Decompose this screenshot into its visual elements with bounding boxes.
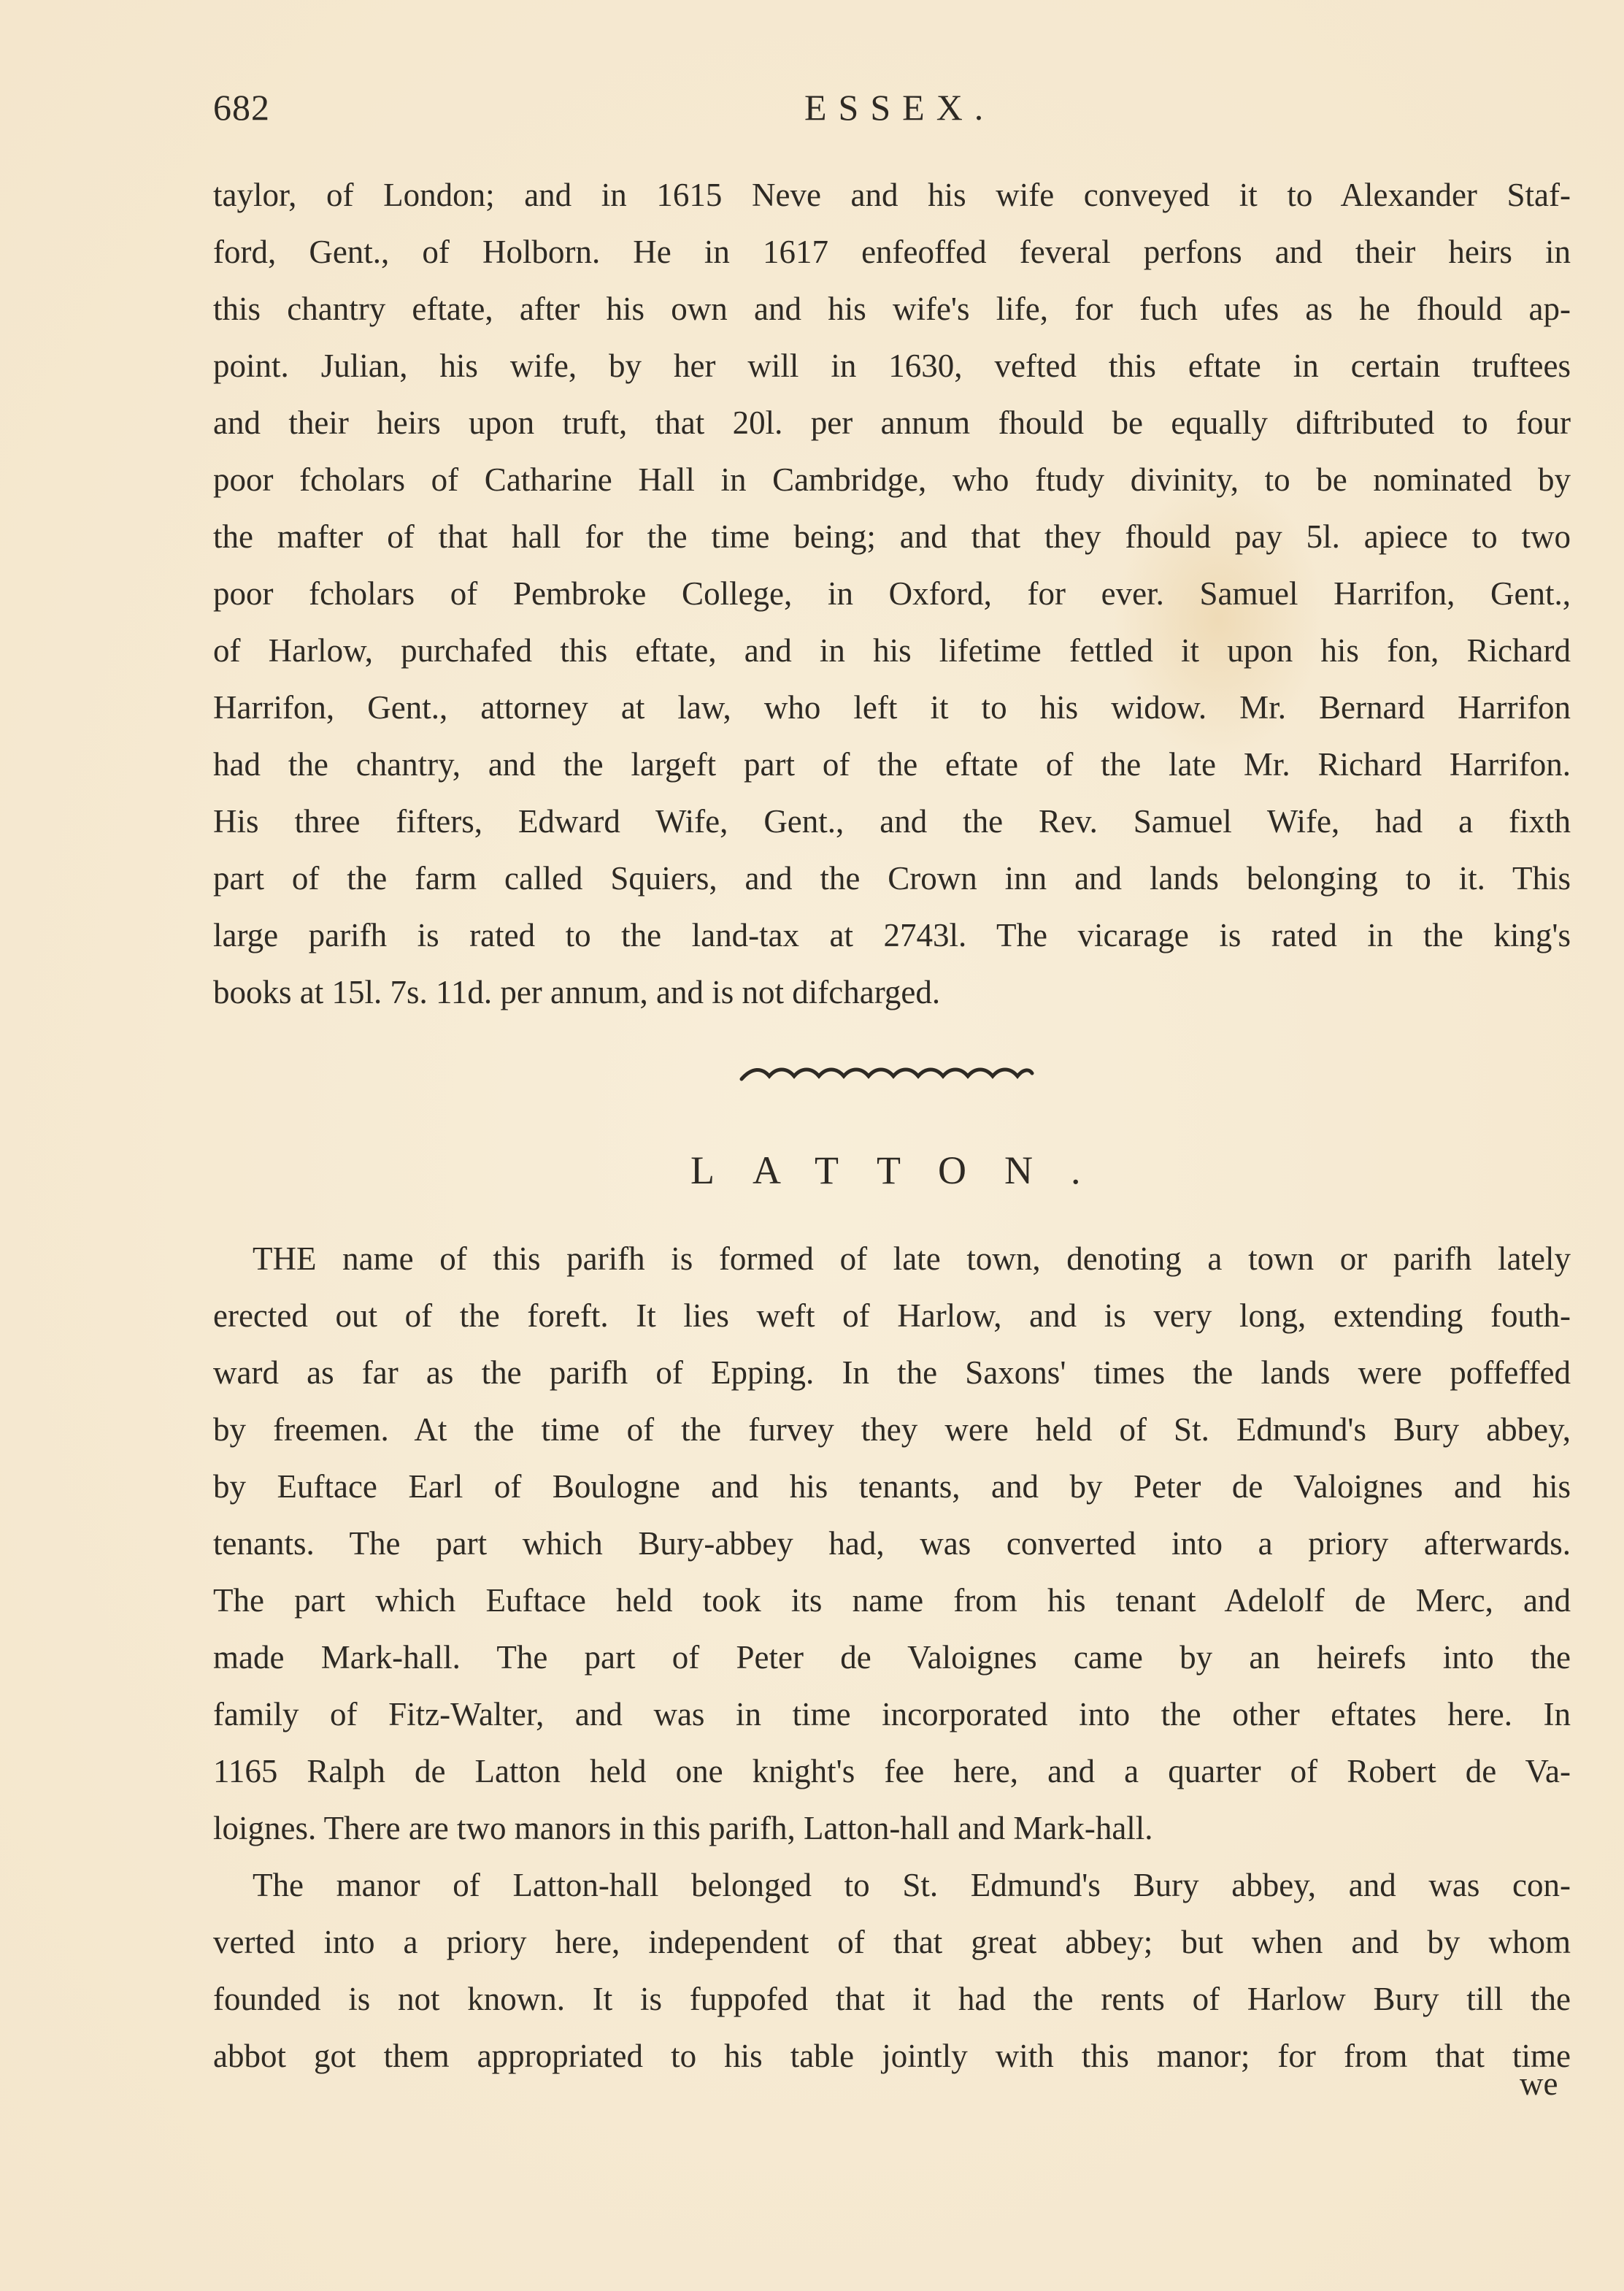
text-line: by freemen. At the time of the furvey they were held of St. Edmund's Bury abbey, xyxy=(213,1411,1571,1448)
text-line: had the chantry, and the largeft part of the eftate of the late Mr. Richard Harrifon. xyxy=(213,746,1571,783)
page-number: 682 xyxy=(213,87,270,128)
text-line: this chantry eftate, after his own and his wife's life, for fuch ufes as he fhould ap- xyxy=(213,291,1571,327)
text-line: verted into a priory here, independent of that great abbey; but when and by whom xyxy=(213,1924,1571,1960)
text-line: point. Julian, his wife, by her will in 1630, vefted this eftate in certain truftees xyxy=(213,348,1571,384)
running-title: ESSEX. xyxy=(804,87,996,128)
text-line: family of Fitz-Walter, and was in time incorporated into the other eftates here. In xyxy=(213,1696,1571,1732)
text-line: taylor, of London; and in 1615 Neve and his wife conveyed it to Alexander Staf- xyxy=(213,177,1571,213)
text-line: The part which Euftace held took its name from his tenant Adelolf de Merc, and xyxy=(213,1582,1571,1619)
catchword: we xyxy=(1520,2065,1558,2102)
section-title: LATTON. xyxy=(690,1148,1119,1192)
section-body xyxy=(213,1230,1571,2084)
text-line: ford, Gent., of Holborn. He in 1617 enfeoffed feveral perfons and their heirs in xyxy=(213,234,1571,270)
text-line: and their heirs upon truft, that 20l. per annum fhould be equally diftributed to four xyxy=(213,404,1571,441)
text-line: founded is not known. It is fuppofed that it had the rents of Harlow Bury till the xyxy=(213,1981,1571,2017)
paragraph-chantry-estate xyxy=(213,166,1571,1021)
text-line: loignes. There are two manors in this parifh, Latton-hall and Mark-hall. xyxy=(213,1810,1153,1846)
text-line: by Euftace Earl of Boulogne and his tenants, and by Peter de Valoignes and his xyxy=(213,1468,1571,1505)
text-line: 1165 Ralph de Latton held one knight's fee here, and a quarter of Robert de Va- xyxy=(213,1753,1571,1789)
text-line: poor fcholars of Pembroke College, in Oxford, for ever. Samuel Harrifon, Gent., xyxy=(213,575,1571,612)
page-header xyxy=(213,86,1571,145)
decorative-divider xyxy=(737,1060,1036,1086)
text-line: His three fifters, Edward Wife, Gent., and the Rev. Samuel Wife, had a fixth xyxy=(213,803,1571,840)
text-line: large parifh is rated to the land-tax at 2743l. The vicarage is rated in the king's xyxy=(213,917,1571,953)
text-line: abbot got them appropriated to his table jointly with this manor; for from that time xyxy=(213,2038,1571,2074)
text-line: tenants. The part which Bury-abbey had, was converted into a priory afterwards. xyxy=(213,1525,1571,1562)
text-line: erected out of the foreft. It lies weft of Harlow, and is very long, extending fouth- xyxy=(213,1297,1571,1334)
text-line: ward as far as the parifh of Epping. In the Saxons' times the lands were poffeffed xyxy=(213,1354,1571,1391)
text-line: part of the farm called Squiers, and the Crown inn and lands belonging to it. This xyxy=(213,860,1571,897)
text-line: made Mark-hall. The part of Peter de Valoignes came by an heirefs into the xyxy=(213,1639,1571,1676)
text-line: the mafter of that hall for the time being; and that they fhould pay 5l. apiece to two xyxy=(213,518,1571,555)
text-line: The manor of Latton-hall belonged to St. Edmund's Bury abbey, and was con- xyxy=(253,1867,1571,1903)
text-line: of Harlow, purchafed this eftate, and in his lifetime fettled it upon his fon, Richard xyxy=(213,632,1571,669)
text-line: THE name of this parifh is formed of late town, denoting a town or parifh lately xyxy=(253,1240,1571,1277)
ornament-swash-icon xyxy=(737,1060,1036,1086)
text-line: poor fcholars of Catharine Hall in Cambridge, who ftudy divinity, to be nominated by xyxy=(213,461,1571,498)
text-line: Harrifon, Gent., attorney at law, who left it to his widow. Mr. Bernard Harrifon xyxy=(213,689,1571,726)
text-line: books at 15l. 7s. 11d. per annum, and is not difcharged. xyxy=(213,974,941,1010)
